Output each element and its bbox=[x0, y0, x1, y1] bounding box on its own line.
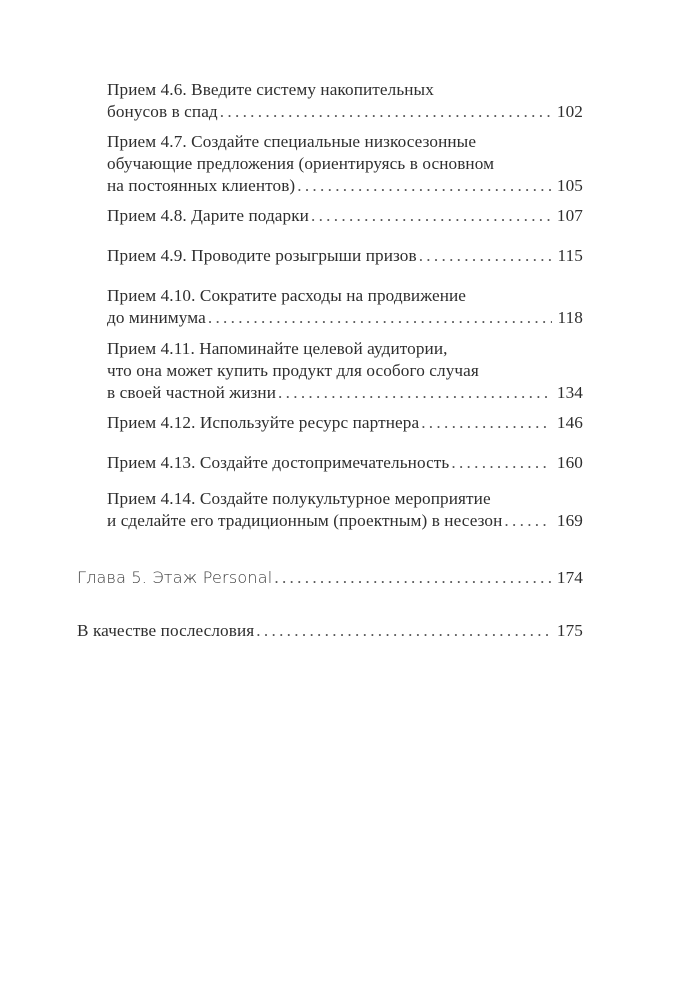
entry-title-line: Прием 4.14. Создайте полукультурное мероприятие bbox=[107, 489, 491, 508]
entry-title-line: на постоянных клиентов) bbox=[107, 176, 296, 195]
page-number: 107 bbox=[556, 206, 583, 225]
dot-leader bbox=[297, 175, 551, 197]
page-number: 102 bbox=[556, 102, 583, 121]
chapter-title: Глава 5. Этаж Personal bbox=[77, 568, 273, 587]
dot-leader bbox=[256, 620, 551, 642]
entry-title-line: до минимума bbox=[107, 308, 206, 327]
toc-entry-4-6[interactable] bbox=[107, 79, 583, 123]
afterword-title: В качестве послесловия bbox=[77, 621, 255, 640]
entry-title-line: в своей частной жизни bbox=[107, 383, 277, 402]
page-number: 118 bbox=[557, 308, 583, 327]
entry-title-line: бонусов в спад bbox=[107, 102, 218, 121]
entry-title-line: что она может купить продукт для особого случая bbox=[107, 361, 479, 380]
dot-leader bbox=[419, 245, 552, 267]
toc-entry-4-9[interactable] bbox=[107, 245, 583, 267]
page-number: 175 bbox=[556, 621, 583, 640]
page-number: 169 bbox=[556, 511, 583, 530]
dot-leader bbox=[208, 307, 552, 329]
toc-entry-4-10[interactable] bbox=[107, 285, 583, 329]
toc-entry-4-11[interactable] bbox=[107, 338, 583, 404]
page-number: 134 bbox=[556, 383, 583, 402]
entry-title-line: Прием 4.8. Дарите подарки bbox=[107, 206, 309, 225]
toc-entry-4-12[interactable] bbox=[107, 412, 583, 434]
page-number: 160 bbox=[556, 453, 583, 472]
toc-entry-4-14[interactable] bbox=[107, 488, 583, 532]
dot-leader bbox=[504, 510, 550, 532]
entry-title-line: Прием 4.12. Используйте ресурс партнера bbox=[107, 413, 420, 432]
page-number: 174 bbox=[556, 568, 583, 587]
entry-title-line: обучающие предложения (ориентируясь в основном bbox=[107, 154, 495, 173]
page-number: 115 bbox=[557, 246, 583, 265]
entry-title-line: Прием 4.7. Создайте специальные низкосезонные bbox=[107, 132, 477, 151]
toc-entry-4-8[interactable] bbox=[107, 205, 583, 227]
dot-leader bbox=[278, 382, 551, 404]
toc-entry-chapter-5[interactable] bbox=[77, 567, 583, 589]
toc-entry-afterword[interactable] bbox=[77, 620, 583, 642]
dot-leader bbox=[421, 412, 551, 434]
page-number: 105 bbox=[556, 176, 583, 195]
dot-leader bbox=[220, 101, 551, 123]
entry-title-line: и сделайте его традиционным (проектным) в несезон bbox=[107, 511, 503, 530]
entry-title-line: Прием 4.11. Напоминайте целевой аудитории, bbox=[107, 339, 448, 358]
toc-entry-4-7[interactable] bbox=[107, 131, 583, 197]
dot-leader bbox=[451, 452, 551, 474]
entry-title-line: Прием 4.10. Сократите расходы на продвижение bbox=[107, 286, 467, 305]
entry-title-line: Прием 4.9. Проводите розыгрыши призов bbox=[107, 246, 417, 265]
dot-leader bbox=[274, 567, 551, 589]
page-number: 146 bbox=[556, 413, 583, 432]
entry-title-line: Прием 4.6. Введите систему накопительных bbox=[107, 80, 434, 99]
toc-entry-4-13[interactable] bbox=[107, 452, 583, 474]
dot-leader bbox=[311, 205, 551, 227]
entry-title-line: Прием 4.13. Создайте достопримечательность bbox=[107, 453, 450, 472]
